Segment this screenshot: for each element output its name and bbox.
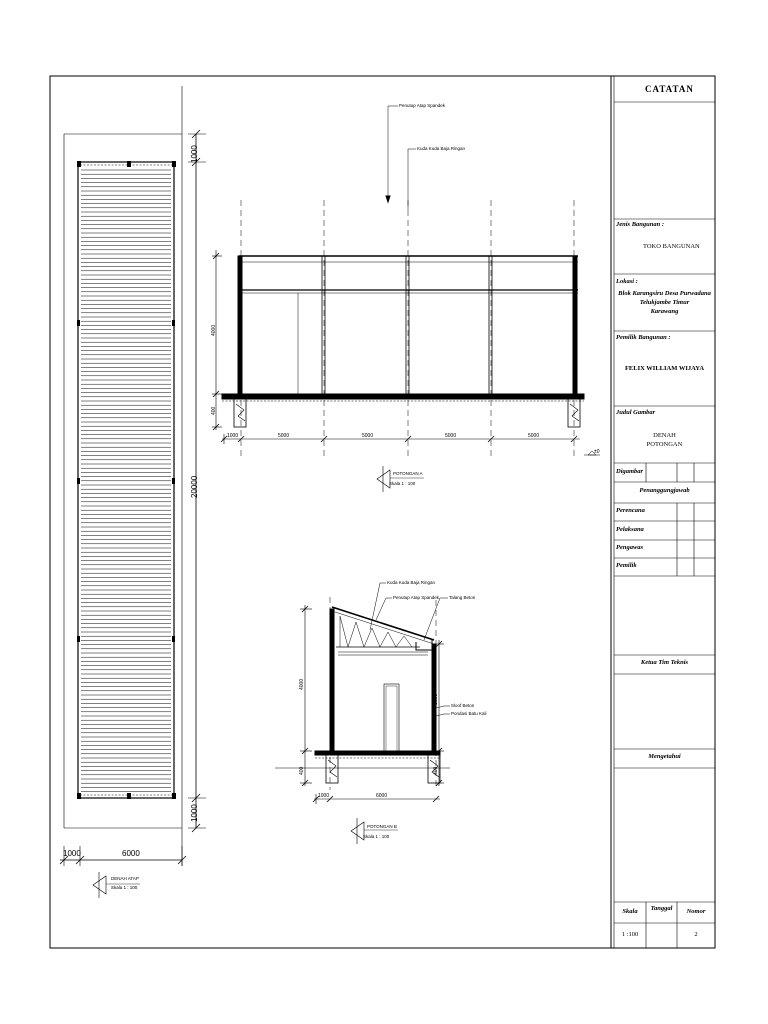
notes-header: CATATAN <box>645 84 694 94</box>
contractor-label: Pelaksana <box>616 526 644 533</box>
section-a-dim-low: 400 <box>211 406 217 415</box>
section-b-span-1: 1000 <box>318 793 330 799</box>
title-block-grid <box>614 102 715 948</box>
drawing-title-line-1: DENAH <box>653 432 676 439</box>
section-a-span-2: 5000 <box>278 433 290 439</box>
section-a-note-roof: Penutup Atap Spandek <box>399 103 446 108</box>
denah-atap-plan <box>60 86 206 898</box>
responsible-label: Penanggungjawab <box>639 487 690 494</box>
section-a-note-truss: Kuda Kuda Baja Ringan <box>417 146 466 151</box>
section-a-span-5: 5000 <box>528 433 540 439</box>
section-b-dim-low-left: 400 <box>299 766 305 775</box>
roof-plan-dim-width: 6000 <box>122 849 140 858</box>
owner2-label: Pemilik <box>616 562 637 569</box>
number-label: Nomor <box>686 908 706 915</box>
section-b-note-truss: Kuda Kuda Baja Ringan <box>387 580 436 585</box>
section-b-note-roof: Penutup Atap Spandek <box>393 595 440 600</box>
roof-plan-dim-mid: 20000 <box>190 475 199 498</box>
roof-plan-dim-left: 1000 <box>63 849 81 858</box>
drawing-title-line-2: POTONGAN <box>646 441 683 448</box>
section-b-span-2: 6000 <box>376 793 388 799</box>
section-b-note-sloof: Sloof Beton <box>451 703 475 708</box>
section-b-label: POTONGAN B <box>367 824 397 829</box>
scale-label: Skala <box>622 908 638 915</box>
drawing-title-label: Judul Gambar <box>616 409 656 416</box>
location-line-1: Blok Karangsiru Desa Purwadana <box>618 290 711 297</box>
drawn-by-label: Digambar <box>616 468 644 475</box>
location-label: Lokasi : <box>616 278 638 285</box>
building-type-label: Jenis Bangunan : <box>616 221 665 228</box>
acknowledged-label: Mengetahui <box>648 753 681 760</box>
location-line-3: Karawang <box>650 308 679 315</box>
roof-plan-scale: Skala 1 : 100 <box>111 885 138 890</box>
date-label: Tanggal <box>650 905 673 912</box>
team-lead-label: Ketua Tim Teknis <box>640 659 689 666</box>
section-b-scale: Skala 1 : 100 <box>363 834 390 839</box>
roof-plan-dim-bottom: 1000 <box>190 804 199 822</box>
section-b-dim-height: 4000 <box>299 678 305 690</box>
section-b-note-foundation: Pondasi Batu Kali <box>451 711 487 716</box>
supervisor-label: Pengawas <box>616 544 644 551</box>
owner-label: Pemilik Bangunan : <box>616 334 671 341</box>
section-a-label: POTONGAN A <box>393 471 423 476</box>
building-type-value: TOKO BANGUNAN <box>643 243 700 250</box>
location-line-2: Telukjambe Timur <box>639 299 690 306</box>
scale-value: 1 :100 <box>621 931 639 938</box>
section-b-dim-right: 3000 <box>433 693 439 705</box>
section-a-span-1: 1000 <box>227 433 239 439</box>
section-b-note-gutter: Talang Beton <box>449 595 476 600</box>
section-a-level: ±0 <box>594 449 600 455</box>
number-value: 2 <box>694 931 698 938</box>
planner-label: Perencana <box>616 507 645 514</box>
roof-plan-dim-top: 1000 <box>190 145 199 163</box>
section-a-span-3: 5000 <box>362 433 374 439</box>
section-b-dim-low-right: 400 <box>433 766 439 775</box>
owner-value: FELIX WILLIAM WIJAYA <box>624 365 705 372</box>
roof-plan-label: DENAH ATAP <box>111 876 139 881</box>
section-a-scale: Skala 1 : 100 <box>389 481 416 486</box>
section-a-dim-height: 4000 <box>211 324 217 336</box>
section-a-span-4: 5000 <box>445 433 457 439</box>
